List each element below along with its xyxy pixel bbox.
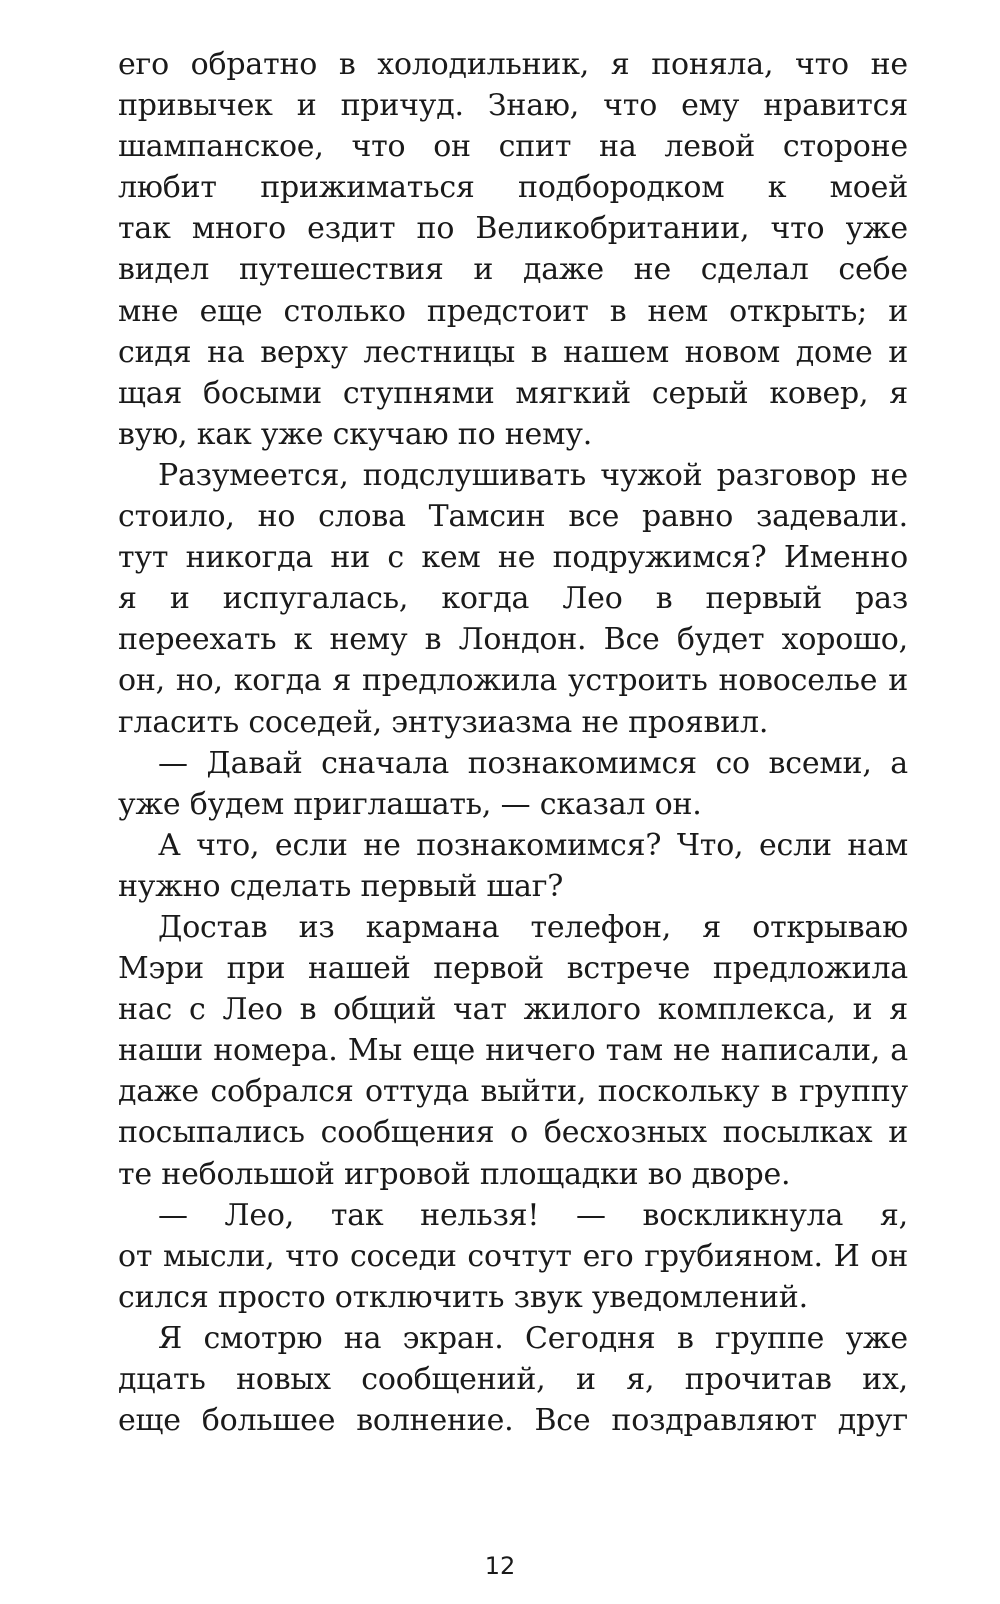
text-line: те небольшой игровой площадки во дворе. <box>118 1156 791 1192</box>
text-line: даже собрался оттуда выйти, поскольку в группу <box>118 1074 908 1110</box>
text-line: уже будем приглашать, — сказал он. <box>118 786 702 822</box>
text-line: гласить соседей, энтузиазма не проявил. <box>118 704 769 740</box>
text-line: — Лео, так нельзя! — воскликнула я, <box>158 1197 908 1233</box>
text-line: его обратно в холодильник, я поняла, что не <box>118 47 908 82</box>
text-line: от мысли, что соседи сочтут его грубияном. И он <box>118 1238 908 1274</box>
text-line: Я смотрю на экран. Сегодня в группе уже <box>158 1320 908 1356</box>
body-text <box>118 44 908 1441</box>
text-line: шампанское, что он спит на левой стороне <box>118 129 908 165</box>
text-line: он, но, когда я предложила устроить новоселье и <box>118 663 908 699</box>
text-line: посыпались сообщения о бесхозных посылках и <box>118 1115 908 1151</box>
text-line: А что, если не познакомимся? Что, если нам <box>158 827 908 863</box>
text-line: наши номера. Мы еще ничего там не написали, а <box>118 1033 908 1069</box>
text-line: видел путешествия и даже не сделал себе <box>118 252 908 288</box>
text-line: тут никогда ни с кем не подружимся? Именно <box>118 540 908 576</box>
text-line: нас с Лео в общий чат жилого комплекса, и я <box>118 992 908 1028</box>
text-line: Мэри при нашей первой встрече предложила <box>118 951 908 987</box>
text-line: дцать новых сообщений, и я, прочитав их, <box>118 1362 908 1397</box>
page-number: 12 <box>484 1552 516 1580</box>
text-line: нужно сделать первый шаг? <box>118 868 564 904</box>
text-line: сидя на верху лестницы в нашем новом доме и <box>118 334 908 370</box>
text-line: Достав из кармана телефон, я открываю <box>158 909 908 945</box>
text-line: — Давай сначала познакомимся со всеми, а <box>158 745 908 781</box>
text-line: стоило, но слова Тамсин все равно задевали. <box>118 499 908 535</box>
text-line: щая босыми ступнями мягкий серый ковер, я <box>118 375 908 411</box>
text-line: мне еще столько предстоит в нем открыть; и <box>118 293 908 329</box>
text-line: сился просто отключить звук уведомлений. <box>118 1279 808 1315</box>
text-line: Разумеется, подслушивать чужой разговор не <box>158 457 908 493</box>
text-line: переехать к нему в Лондон. Все будет хорошо, <box>118 622 908 658</box>
text-line: любит прижиматься подбородком к моей <box>118 170 908 206</box>
text-line: вую, как уже скучаю по нему. <box>118 416 593 452</box>
text-line: так много ездит по Великобритании, что уже <box>118 211 908 247</box>
text-line: привычек и причуд. Знаю, что ему нравится <box>118 88 908 124</box>
text-line: я и испугалась, когда Лео в первый раз <box>118 581 908 617</box>
text-line: еще большее волнение. Все поздравляют друг <box>118 1403 908 1439</box>
